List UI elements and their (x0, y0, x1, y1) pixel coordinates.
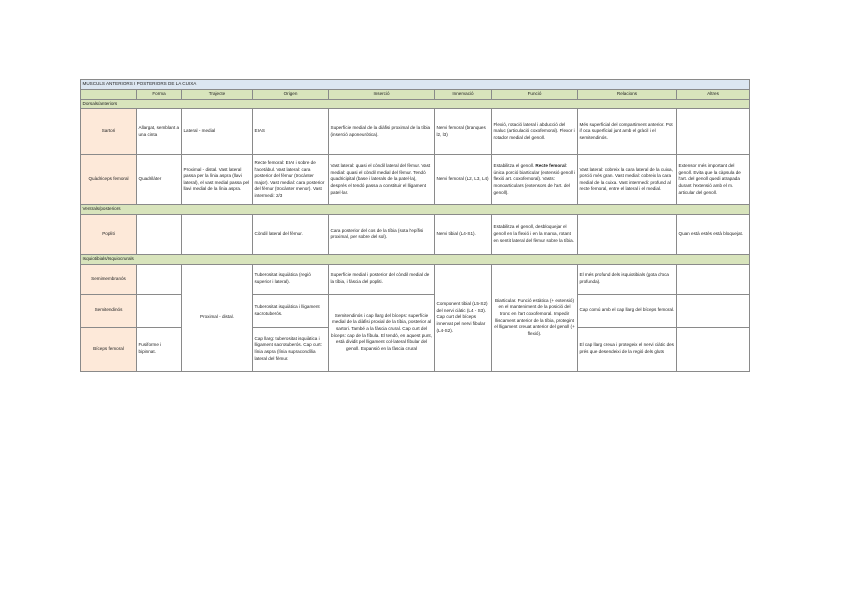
funcio-text-post: : única porció biarticular (extensió genoll i flexió art. coxofemoral). Vasts: monoarticulars (extensors de l'art. del genoll). (493, 163, 576, 195)
cell-innervacio: Nervi femoral (L2, L3, L4) (435, 155, 492, 205)
cell-origen: EIAS (253, 109, 329, 155)
cell-innervacio-shared: Component tibial (L5-S2) del nervi ciàtic (L4 - S3). Cap curt del bíceps innervat pel nervi fibular (L4-S2). (435, 264, 492, 371)
funcio-text-bold: Recte femoral (535, 163, 566, 169)
cell-insercio: Vast lateral: quasi el còndil lateral del fèmur. Vast medial: quasi el còndil medial del fèmur. Tendó quadricipital (base i laterals de la patel·la), després el tendó passa a constituir el lligament patel·lar. (329, 155, 435, 205)
cell-innervacio: Nervi tibial (L4-S1). (435, 214, 492, 254)
cell-insercio: Cara posterior del cos de la tíbia (sota l'epífisi proximal, per sobre del sol). (329, 214, 435, 254)
cell-altres (677, 264, 750, 294)
cell-relacions: Vast lateral: cobreix la cara lateral de la cuixa, porció més gran. Vast medial: cobreix la cara medial de la cuixa. Vast intermedi: profund al recte femoral, entre el lateral i el medial. (578, 155, 677, 205)
cell-funcio-shared: Biarticular. Funció estàtica (+ extensió) en el manteniment de la posició del tronc en l'art coxofemoral. Impedir lliscament anterior de la tíbia, protegint el lligament creuat anterior del genoll (+ flexió). (492, 264, 578, 371)
header-cell-empty (81, 90, 137, 100)
table-row-popliti (81, 214, 750, 254)
cell-trajecte-shared: Proximal - distal. (182, 264, 253, 371)
header-row (81, 90, 750, 100)
section-label-dorsals: Dorsals/anteriors (81, 99, 750, 109)
header-forma: Forma (137, 90, 182, 100)
cell-relacions (578, 214, 677, 254)
cell-forma (137, 294, 182, 327)
header-trajecte: Trajecte (182, 90, 253, 100)
section-row-isquiotibials (81, 254, 750, 264)
cell-forma (137, 264, 182, 294)
cell-forma: Quadrilàter (137, 155, 182, 205)
header-origen: Origen (253, 90, 329, 100)
header-innervacio: Innervació (435, 90, 492, 100)
cell-forma (137, 214, 182, 254)
table-row-quadriceps (81, 155, 750, 205)
cell-insercio: Superfície medial de la diàfisi proximal de la tíbia (inserció aponeuròtica). (329, 109, 435, 155)
cell-origen: Tuberositat isquiàtica i lligament sacrotuberós. (253, 294, 329, 327)
cell-trajecte: Proximal - distal. Vast lateral passa per la línia aspra (llavi lateral), el vast medial passa pel llavi medial de la línia aspra. (182, 155, 253, 205)
muscle-name-biceps: Bíceps femoral (81, 327, 137, 371)
table-title: MUSCULS ANTERIORS I POSTERIORS DE LA CUIXA (81, 80, 750, 90)
cell-origen: Recte femoral: EIAI i sobre de l'acetàbul. Vast lateral: cara posterior del fèmur (trocànter major). Vast medial: cara posterior del fèmur (trocànter menor). Vast intermedi: 2/3 (253, 155, 329, 205)
section-row-ventrals (81, 205, 750, 215)
cell-innervacio: Nervi femoral (branques l2, l3) (435, 109, 492, 155)
cell-funcio (492, 155, 578, 205)
muscle-name-popliti: Popliti (81, 214, 137, 254)
section-row-dorsals (81, 99, 750, 109)
header-relacions: Relacions (578, 90, 677, 100)
section-label-ventrals: Ventrals/posteriors (81, 205, 750, 215)
cell-altres (677, 294, 750, 327)
muscle-name-semimembranos: Semimembranós (81, 264, 137, 294)
cell-relacions: El més profund dels isquiotibials (gota d'oca profunda). (578, 264, 677, 294)
cell-forma: Fusiforme i bipinnat. (137, 327, 182, 371)
table-row-semitendinos (81, 294, 750, 327)
cell-funcio: Estabilitza el genoll, desbloquejar el genoll en la flexió i en la marxa, rotant en sentit lateral del fèmur sobre la tíbia. (492, 214, 578, 254)
cell-altres (677, 109, 750, 155)
cell-altres: Quan està estès està bloquejat. (677, 214, 750, 254)
title-row (81, 80, 750, 90)
cell-insercio: Superfície medial i posterior del còndil medial de la tíbia, i fàscia del popliti. (329, 264, 435, 294)
cell-funcio: Flexió, rotació lateral i abducció del maluc (articulació coxofemoral). Flexor i rotador medial del genoll. (492, 109, 578, 155)
muscle-table (80, 79, 750, 372)
table-row-semimembranos (81, 264, 750, 294)
cell-altres: Extensor més important del genoll. Evita que la càpsula de l'art. del genoll quedi atrapada durant l'extensió amb el m. articular del genoll. (677, 155, 750, 205)
table-row-sartori (81, 109, 750, 155)
section-label-isquiotibials: Isquiotibials/Isquiocrurals (81, 254, 750, 264)
cell-trajecte (182, 214, 253, 254)
cell-altres (677, 327, 750, 371)
funcio-text-pre: Estabilitza el genoll. (493, 163, 536, 169)
cell-origen: Tuberositat isquiàtica (regió superior i lateral). (253, 264, 329, 294)
cell-origen: Còndil lateral del fèmur. (253, 214, 329, 254)
cell-forma: Allargat, semblant a una cinta (137, 109, 182, 155)
cell-insercio-shared: Semitendinós i cap llarg del bíceps: superfície medial de la diàfisi proxial de la tíbia, posterior al sartori. També a la fàscia crural. Cap curt del bíceps: cap de la fíbula. El tendó, en aquest punt, està dividit pel lligament col·lateral fibular del genoll. Expansió en la fàscia crural (329, 294, 435, 371)
cell-origen: Cap llarg: tuberositat isquiàtica i lligament sacrotuberós. Cap curt: línia aspra (línia supracondília lateral del fèmur. (253, 327, 329, 371)
header-altres: Altres (677, 90, 750, 100)
muscle-name-semitendinos: Semitendinós (81, 294, 137, 327)
muscle-name-quadriceps: Quàdriceps femoral (81, 155, 137, 205)
header-funcio: Funció (492, 90, 578, 100)
muscle-name-sartori: Sartori (81, 109, 137, 155)
cell-trajecte: Lateral - medial (182, 109, 253, 155)
cell-relacions: Més superficial del compartiment anterior. Pot if oca superficial junt amb el gràcil i el semitendinós. (578, 109, 677, 155)
cell-relacions: El cap llarg creua i protegeix el nervi ciàtic des prés que desendeixi de la regió dels gluts (578, 327, 677, 371)
cell-relacions: Cap comú amb el cap llarg del bíceps femoral. (578, 294, 677, 327)
header-insercio: Inserció (329, 90, 435, 100)
